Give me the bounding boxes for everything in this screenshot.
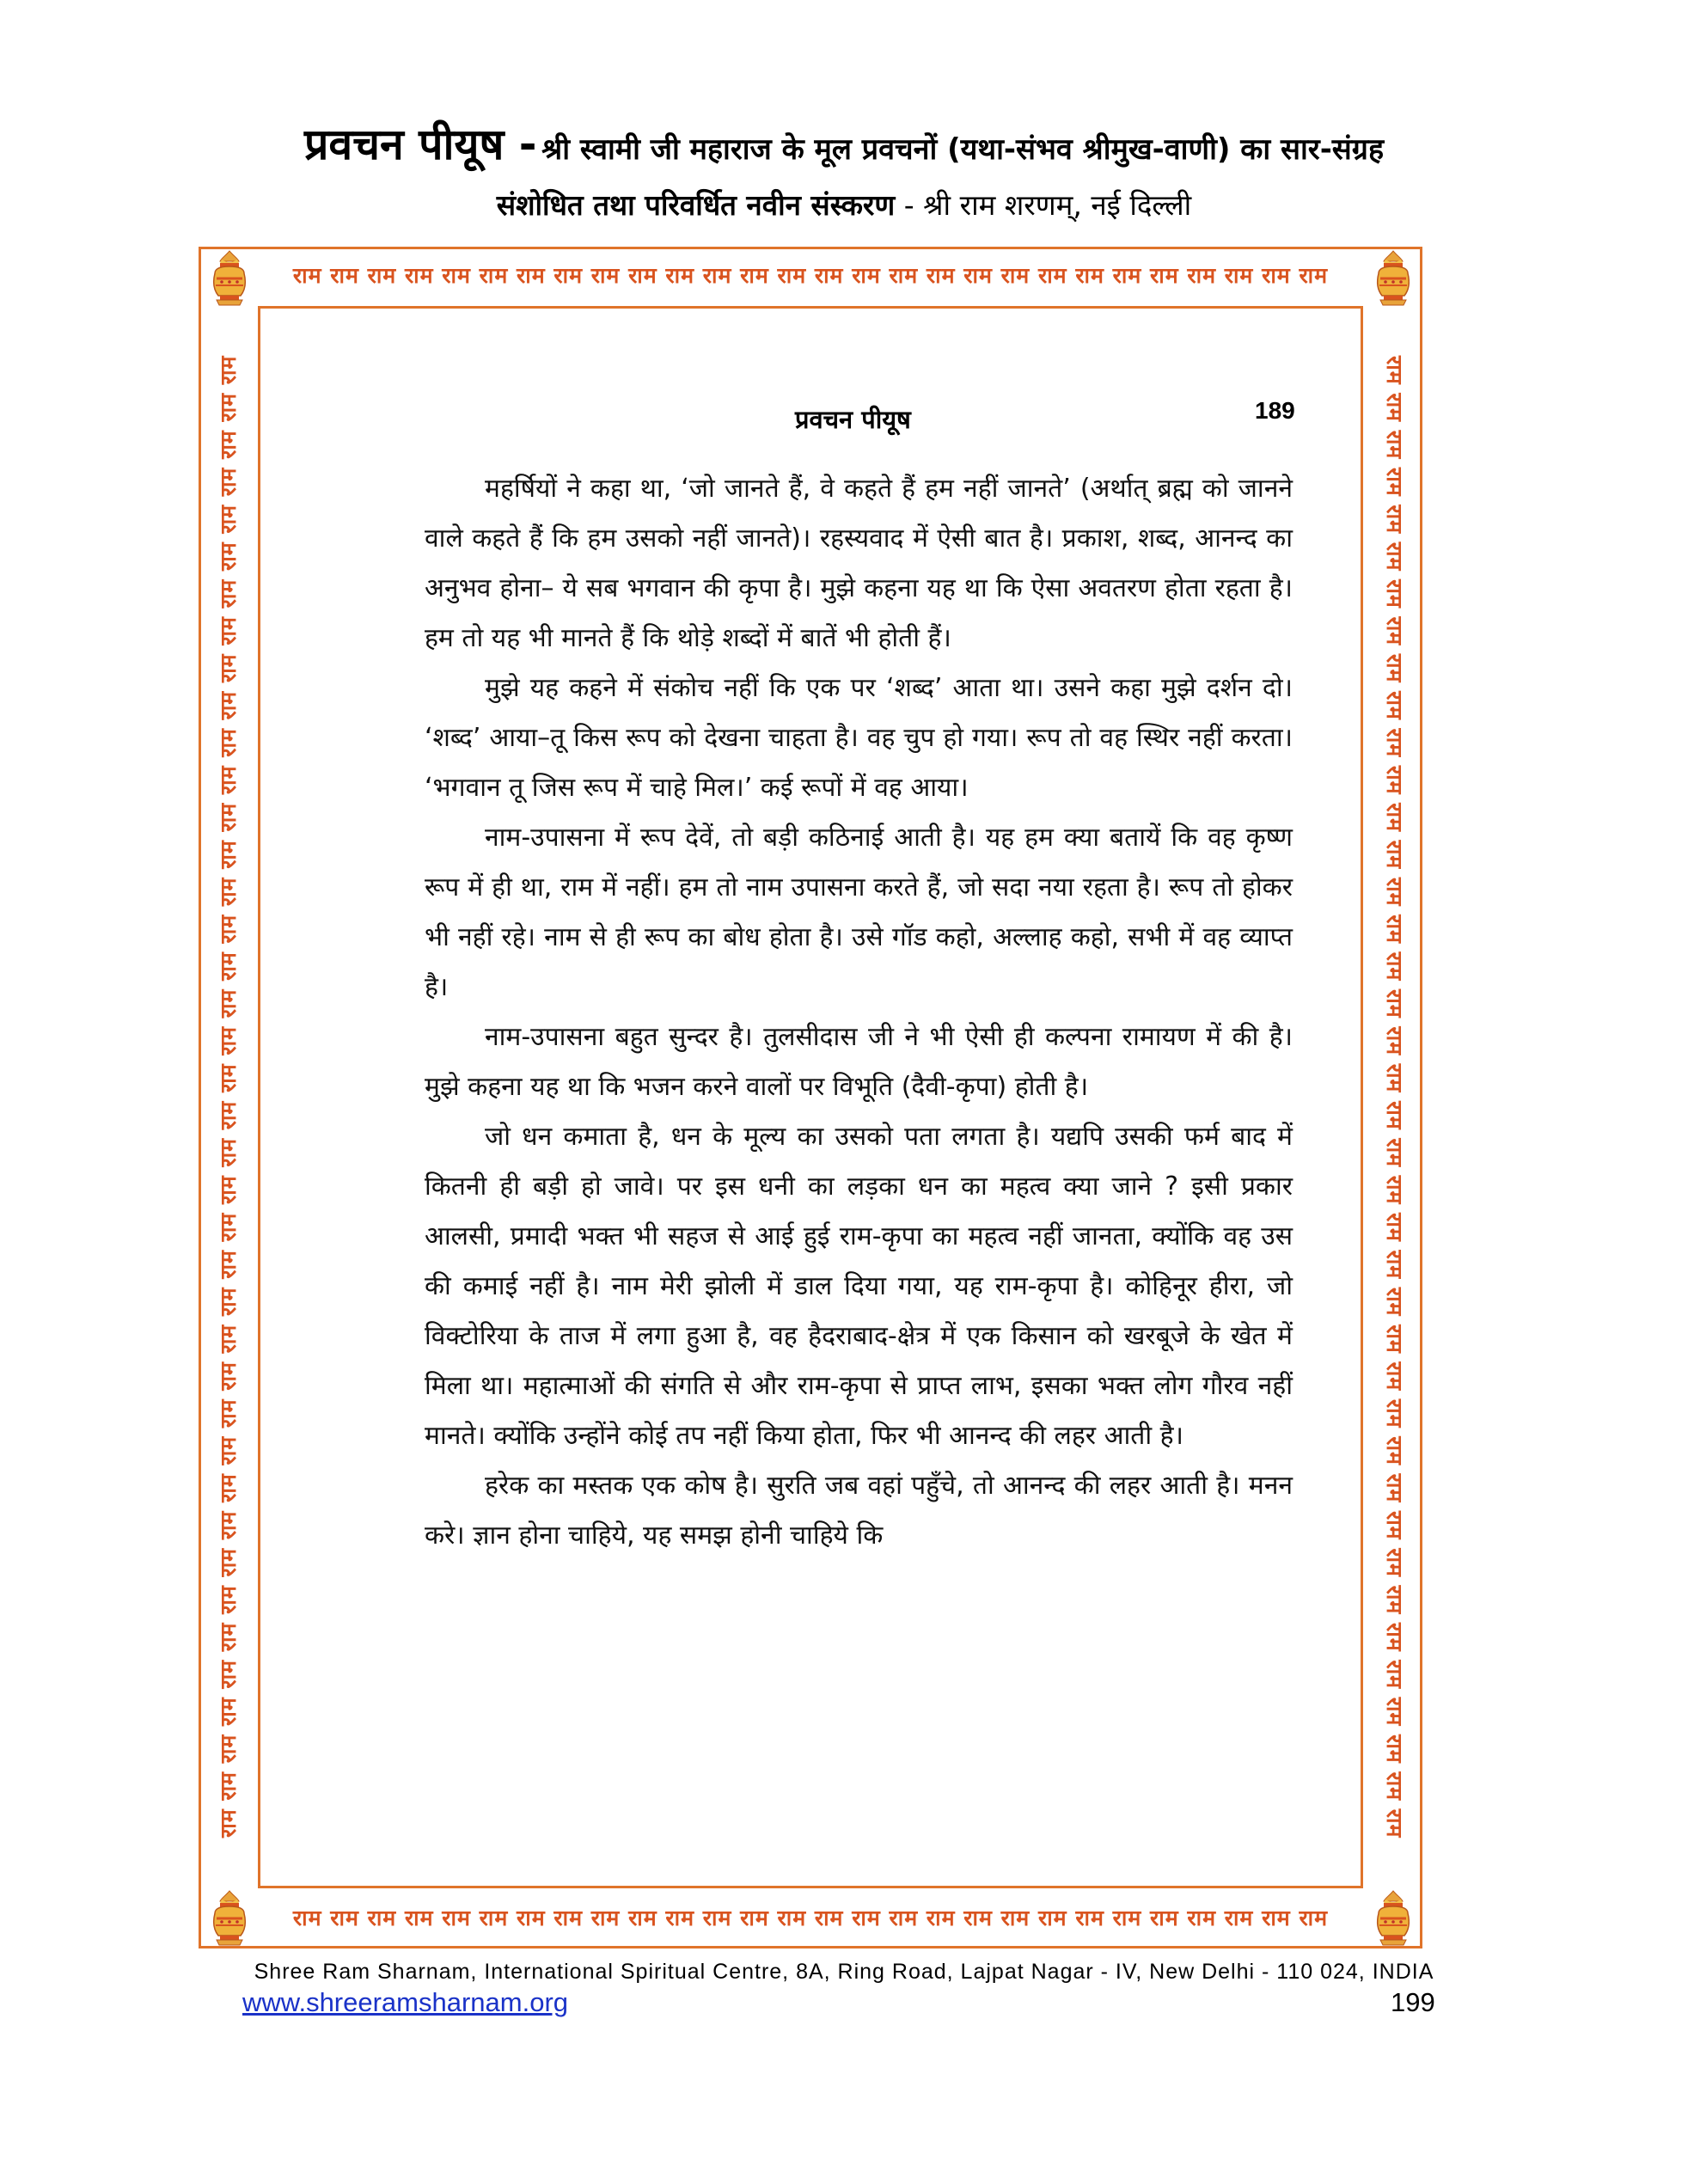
- paragraph: नाम-उपासना में रूप देवें, तो बड़ी कठिनाई आती है। यह हम क्या बतायें कि वह कृष्ण रूप में ही था, राम में नहीं। हम तो नाम उपासना करते हैं, जो सदा नया रहता है। रूप तो होकर भी नहीं रहे। नाम से ही रूप का बोध होता है। उसे गॉड कहो, अल्लाह कहो, सभी में वह व्याप्त है।: [425, 823, 1293, 1002]
- body-text: [425, 464, 1293, 1561]
- kalash-icon: [1367, 248, 1420, 308]
- pdf-page-number: 199: [1391, 1987, 1435, 2017]
- paragraph: हरेक का मस्तक एक कोष है। सुरति जब वहां पहुँचे, तो आनन्द की लहर आती है। मनन करे। ज्ञान होना चाहिये, यह समझ होनी चाहिये कि: [425, 1471, 1293, 1551]
- ram-border-top: राम राम राम राम राम राम राम राम राम राम राम राम राम राम राम राम राम राम राम राम राम राम राम राम राम राम राम राम: [292, 263, 1329, 288]
- paragraph: जो धन कमाता है, धन के मूल्य का उसको पता लगता है। यद्यपि उसकी फर्म बाद में कितनी ही बड़ी हो जावे। पर इस धनी का लड़का धन का महत्व क्या जाने ? इसी प्रकार आलसी, प्रमादी भक्त भी सहज से आई हुई राम-कृपा का महत्व नहीं जानता, क्योंकि वह उस की कमाई नहीं है। नाम मेरी झोली में डाल दिया गया, यह राम-कृपा है। कोहिनूर हीरा, जो विक्टोरिया के ताज में लगा हुआ है, वह हैदराबाद-क्षेत्र में एक किसान को खरबूजे के खेत में मिला था। महात्माओं की संगति से और राम-कृपा से प्राप्त लाभ, इसका भक्त लोग गौरव नहीं मानते। क्योंकि उन्होंने कोई तप नहीं किया होता, फिर भी आनन्द की लहर आती है।: [425, 1122, 1293, 1451]
- footer-address: Shree Ram Sharnam, International Spiritual Centre, 8A, Ring Road, Lajpat Nagar - IV, New Delhi - 110 024, INDIA: [254, 1960, 1434, 1984]
- edition-rest: - श्री राम शरणम्, नई दिल्ली: [895, 188, 1192, 222]
- kalash-icon: [1367, 1887, 1420, 1948]
- book-page-number: 189: [1255, 397, 1295, 424]
- paragraph: नाम-उपासना बहुत सुन्दर है। तुलसीदास जी ने भी ऐसी ही कल्पना रामायण में की है। मुझे कहना यह था कि भजन करने वालों पर विभूति (दैवी-कृपा) होती है।: [425, 1022, 1293, 1102]
- running-head: प्रवचन पीयूष: [795, 405, 911, 434]
- edition-bold: संशोधित तथा परिवर्धित नवीन संस्करण: [496, 188, 896, 222]
- paragraph: मुझे यह कहने में संकोच नहीं कि एक पर ‘शब्द’ आता था। उसने कहा मुझे दर्शन दो। ‘शब्द’ आया–तू किस रूप को देखना चाहता है। वह चुप हो गया। रूप तो वह स्थिर नहीं करता। ‘भगवान तू जिस रूप में चाहे मिल।’ कई रूपों में वह आया।: [425, 673, 1293, 803]
- title-main: प्रवचन पीयूष -: [303, 119, 537, 169]
- paragraph: महर्षियों ने कहा था, ‘जो जानते हैं, वे कहते हैं हम नहीं जानते’ (अर्थात् ब्रह्म को जानने वाले कहते हैं कि हम उसको नहीं जानते)। रहस्यवाद में ऐसी बात है। प्रकाश, शब्द, आनन्द का अनुभव होना– ये सब भगवान की कृपा है। मुझे कहना यह था कि ऐसा अवतरण होता रहता है। हम तो यह भी मानते हैं कि थोड़े शब्दों में बातें भी होती हैं।: [425, 474, 1293, 653]
- kalash-icon: [203, 1887, 256, 1948]
- ram-border-left: राम राम राम राम राम राम राम राम राम राम राम राम राम राम राम राम राम राम राम राम राम राम राम राम राम राम राम राम राम राम राम राम राम राम राम राम राम राम राम राम: [216, 355, 241, 1838]
- kalash-icon: [203, 248, 256, 308]
- ram-border-bottom: राम राम राम राम राम राम राम राम राम राम राम राम राम राम राम राम राम राम राम राम राम राम राम राम राम राम राम राम: [292, 1906, 1329, 1930]
- edition-line: [0, 185, 1688, 223]
- document-title: [0, 113, 1688, 172]
- website-link[interactable]: www.shreeramsharnam.org: [242, 1987, 569, 2017]
- title-subtitle: श्री स्वामी जी महाराज के मूल प्रवचनों (यथा-संभव श्रीमुख-वाणी) का सार-संग्रह: [541, 132, 1385, 167]
- ram-border-right: राम राम राम राम राम राम राम राम राम राम राम राम राम राम राम राम राम राम राम राम राम राम राम राम राम राम राम राम राम राम राम राम राम राम राम राम राम राम राम राम: [1382, 355, 1407, 1838]
